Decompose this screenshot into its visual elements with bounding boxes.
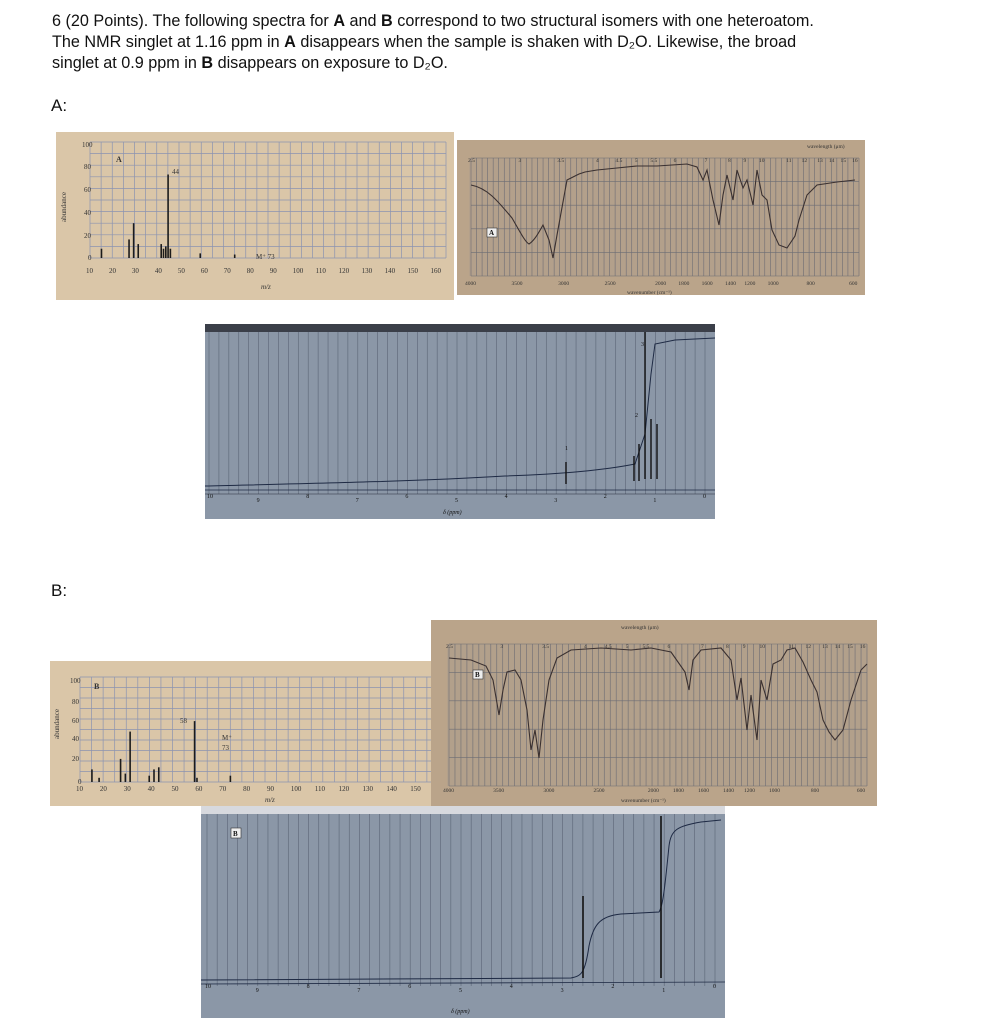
ms-b-xtick: 90 [266,785,274,793]
ms-a-ytick-20: 20 [84,232,91,240]
ir-b-top-tick: 3.5 [542,644,550,650]
ir-b-top-tick: 11 [788,644,795,650]
ir-a-top-tick: 5 [634,158,638,164]
ir-a-bottom-tick: 1400 [724,281,736,287]
nmr-b-xtick: 9 [255,988,259,994]
ir-a-tag: A [489,229,495,237]
nmr-a-xtick: 4 [504,494,508,500]
ms-b-xtick: 150 [410,785,421,793]
ir-b-top-tick: 5.5 [642,644,650,650]
ms-a-xtick: 70 [223,267,231,275]
ms-a-y-axis-label: abundance [60,192,68,222]
nmr-b-xtick: 4 [509,984,513,990]
ms-b-xtick: 130 [362,785,373,793]
ir-b-top-tick: 13 [822,644,828,650]
question-line-3: singlet at 0.9 ppm in B disappears on exposure to D₂O. [52,54,448,72]
ir-b-bottom-tick: 1800 [672,788,684,794]
ir-b-top-tick: 4.5 [604,644,612,650]
nmr-b-xtick: 8 [306,984,310,990]
nmr-a-xtick: 3 [554,498,558,504]
ir-a-bottom-tick: 1600 [701,281,713,287]
ms-a-xtick: 40 [154,267,162,275]
section-a-label: A: [51,96,68,115]
ms-b-xtick: 140 [386,785,397,793]
ir-b-top-tick: 14 [834,644,841,650]
ms-b-xtick: 80 [243,785,251,793]
nmr-b-x-axis-label: δ (ppm) [451,1009,470,1015]
ms-a-xtick: 140 [384,267,396,275]
ir-a-bottom-tick: 800 [806,281,815,287]
nmr-b-xtick: 10 [205,984,211,990]
ms-b-peak-label: 58 [180,717,187,725]
ms-a-xtick: 20 [108,267,116,275]
ms-a-ytick-40: 40 [84,209,91,217]
ir-b-bottom-tick: 600 [856,788,866,794]
ms-a-xtick: 100 [292,267,304,275]
nmr-a-x-axis-label: δ (ppm) [443,510,462,516]
nmr-b-xtick: 5 [459,988,462,994]
ms-b-ytick-60: 60 [72,717,79,725]
ir-b-top-tick: 7 [700,644,704,650]
ms-a-xtick: 150 [407,267,419,275]
ms-a-ytick-100: 100 [82,141,93,149]
ir-a-top-tick: 13 [817,158,823,164]
ms-b-tag: B [94,682,100,691]
ms-b-ytick-100: 100 [70,677,81,685]
ms-b-xtick: 110 [314,785,325,793]
ir-b-bottom-tick: 2000 [647,788,659,794]
nmr-a-integral-1: 1 [565,446,568,452]
ir-b-top-tick: 3 [500,644,504,650]
ir-a-top-tick: 4.5 [615,158,623,164]
ir-a-bottom-tick: 600 [849,281,858,287]
ir-a-top-tick: 2.5 [468,158,475,164]
ir-b-bottom-tick: 1200 [743,788,755,794]
ir-a-top-tick: 4 [596,158,599,164]
ir-b-top-tick: 15 [847,644,853,650]
nmr-b-xtick: 1 [662,988,666,994]
ir-a-top-axis-label: wavelength (μm) [807,144,845,150]
ir-a-bottom-tick: 3500 [511,281,523,287]
ir-b-tag: B [475,671,480,679]
ir-a-top-tick: 8 [727,158,731,164]
ir-a-top-tick: 3 [518,158,522,164]
ir-a-bottom-tick: 1000 [767,281,779,287]
ir-b-bottom-tick: 800 [810,788,820,794]
nmr-b-xtick: 0 [713,984,716,990]
nmr-a-xtick: 0 [703,494,706,500]
ir-a-top-tick: 11 [786,158,792,164]
ms-a-xtick: 130 [361,267,373,275]
ms-a-xtick: 120 [338,267,350,275]
ir-b-bottom-tick: 1600 [697,788,709,794]
ms-b-xtick: 60 [195,785,203,793]
ir-a-top-tick: 3.5 [557,158,565,164]
section-b-label: B: [51,581,68,600]
ir-b-top-tick: 6 [667,644,671,650]
ms-a-xtick: 60 [200,267,208,275]
ir-a-top-tick: 9 [743,158,747,164]
ir-b-bottom-axis-label: wavenumber (cm⁻¹) [621,798,666,804]
ir-a-bottom-tick: 4000 [465,281,476,287]
ir-a-bottom-tick: 3000 [558,281,570,287]
ms-a-xtick: 50 [177,267,185,275]
ms-b-ytick-80: 80 [72,698,79,706]
nmr-b-tag: B [233,830,238,838]
nmr-b-xtick: 7 [357,988,361,994]
ir-b-top-tick: 2.5 [446,644,453,650]
nmr-spectrum-a [205,324,715,519]
ir-a-top-tick: 5.5 [650,158,658,164]
ir-a-top-tick: 12 [801,158,808,164]
ms-a-ytick-0: 0 [88,254,92,262]
nmr-a-xtick: 1 [653,498,657,504]
question-line-2: The NMR singlet at 1.16 ppm in A disappears when the sample is shaken with D₂O. Likewise, the broad [52,33,797,51]
ms-b-xtick: 100 [290,785,302,793]
ms-b-mplus-label: M⁺ [222,734,232,742]
ir-a-top-tick: 6 [673,158,677,164]
ir-a-top-tick: 7 [704,158,708,164]
nmr-spectrum-b [201,806,725,1018]
ir-b-bottom-tick: 2500 [593,788,605,794]
ir-spectrum-b [431,620,877,806]
ir-b-top-axis-label: wavelength (μm) [621,625,659,631]
ms-b-ytick-0: 0 [78,778,82,786]
ir-a-bottom-tick: 1200 [744,281,756,287]
ms-b-xtick: 10 [76,785,83,793]
ir-b-top-tick: 12 [805,644,811,650]
ir-spectrum-a [457,140,865,295]
nmr-a-xtick: 5 [455,498,458,504]
ms-a-xtick: 30 [131,267,139,275]
ir-a-bottom-tick: 2000 [655,281,667,287]
ms-a-tag: A [116,155,122,164]
question-line-1: 6 (20 Points). The following spectra for A and B correspond to two structural isomers with one heteroatom. [52,12,814,30]
nmr-b-xtick: 6 [408,984,412,990]
ms-a-ytick-60: 60 [84,186,91,194]
ms-b-ytick-20: 20 [72,755,79,763]
ir-a-top-tick: 14 [828,158,835,164]
nmr-a-xtick: 8 [306,494,310,500]
ms-a-peak-label: 44 [172,168,179,176]
ms-spectrum-b [50,661,458,806]
ir-a-top-tick: 10 [759,158,765,164]
nmr-a-xtick: 7 [355,498,359,504]
ms-b-xtick: 120 [338,785,350,793]
ms-b-xtick: 50 [171,785,179,793]
nmr-a-xtick: 6 [405,494,409,500]
ms-a-x-axis-label: m/z [261,283,271,291]
ms-b-xtick: 70 [219,785,227,793]
ms-a-mplus-label: M⁺ 73 [256,253,275,261]
ms-a-ytick-80: 80 [84,163,91,171]
ir-b-top-tick: 9 [742,644,746,650]
ms-b-xtick: 40 [147,785,155,793]
ir-b-bottom-tick: 3000 [543,788,555,794]
nmr-a-integral-3: 3 [641,342,644,348]
ms-b-xtick: 20 [99,785,107,793]
ms-b-y-axis-label: abundance [53,709,61,739]
ms-a-xtick: 80 [246,267,254,275]
ir-a-bottom-tick: 1800 [678,281,690,287]
ms-a-xtick: 10 [86,267,93,275]
ir-b-top-tick: 4 [583,644,587,650]
nmr-a-xtick: 2 [603,494,607,500]
ir-b-bottom-tick: 1000 [769,788,781,794]
nmr-b-xtick: 2 [611,984,615,990]
ir-a-top-tick: 15 [840,158,846,164]
ir-b-top-tick: 5 [625,644,629,650]
ms-a-xtick: 160 [430,267,442,275]
nmr-a-integral-2: 2 [635,413,638,419]
ir-a-top-tick: 16 [852,158,858,164]
nmr-a-xtick: 9 [256,498,260,504]
ir-b-top-tick: 8 [726,644,729,650]
ms-b-ytick-40: 40 [72,735,79,743]
ir-b-top-tick: 16 [859,644,866,650]
ms-b-mplus-value: 73 [222,744,229,752]
ir-a-bottom-tick: 2500 [604,281,616,287]
ms-a-xtick: 90 [269,267,277,275]
ir-b-top-tick: 10 [759,644,765,650]
ir-b-bottom-tick: 3500 [493,788,505,794]
ir-b-bottom-tick: 1400 [723,788,735,794]
ir-b-bottom-tick: 4000 [443,788,454,794]
ms-b-x-axis-label: m/z [265,796,275,804]
question-text [52,11,952,74]
ms-b-xtick: 30 [123,785,131,793]
ms-spectrum-a [56,132,454,300]
ms-a-xtick: 110 [315,267,326,275]
nmr-a-xtick: 10 [207,494,213,500]
nmr-b-xtick: 3 [560,988,564,994]
ir-a-bottom-axis-label: wavenumber (cm⁻¹) [627,290,672,295]
